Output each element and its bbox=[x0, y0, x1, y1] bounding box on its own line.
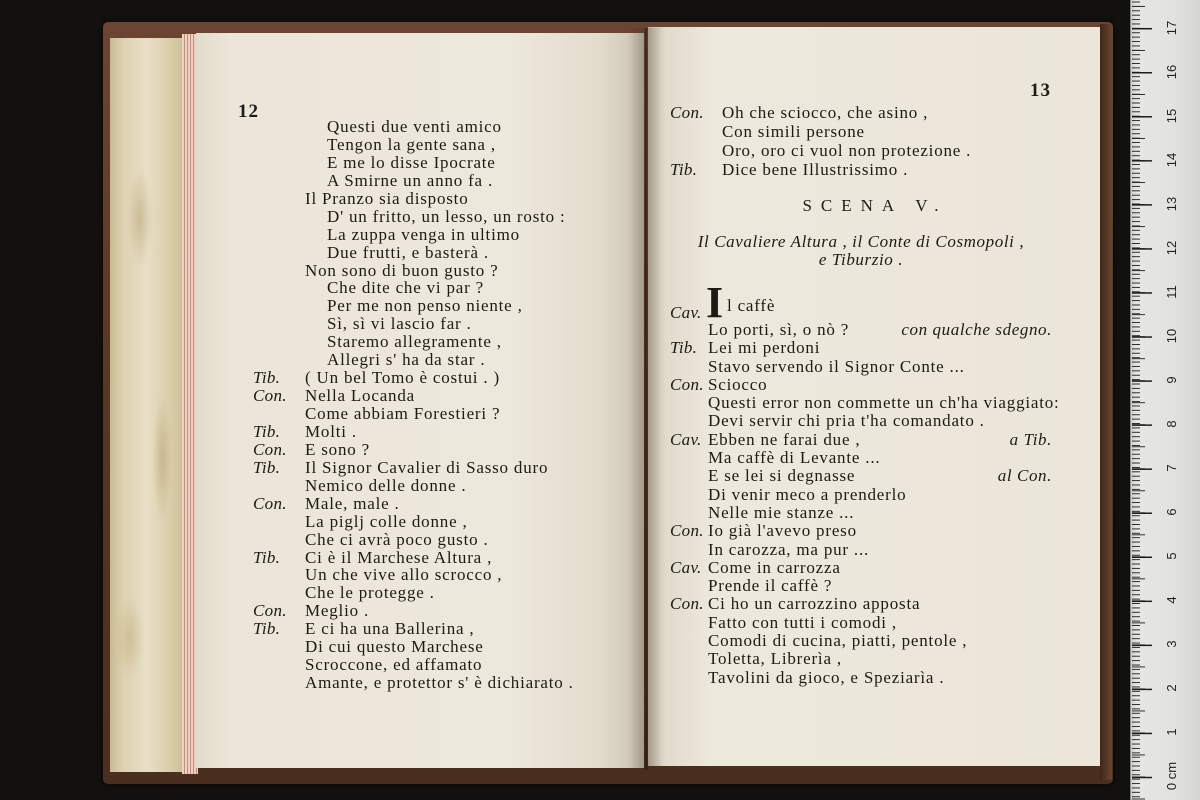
verse-text: Scroccone, ed affamato bbox=[305, 655, 483, 675]
ruler-label: 6 bbox=[1164, 508, 1179, 516]
dialogue-line bbox=[253, 620, 633, 638]
verse-line bbox=[670, 650, 1052, 668]
speaker-label: Con. bbox=[253, 601, 287, 621]
ruler-label: 5 bbox=[1164, 552, 1179, 560]
verse-text: Nella Locanda bbox=[305, 386, 415, 406]
verse-line bbox=[253, 405, 633, 423]
book-gutter bbox=[628, 28, 662, 770]
ruler-label: 9 bbox=[1164, 376, 1179, 384]
verse-line bbox=[253, 315, 633, 333]
verse-line bbox=[253, 262, 633, 280]
verse-text: Molti . bbox=[305, 421, 357, 441]
ruler-cm-ticks bbox=[1132, 0, 1152, 800]
ruler-label: 1 bbox=[1164, 728, 1179, 736]
verse-line bbox=[253, 351, 633, 369]
verse-text: La zuppa venga in ultimo bbox=[327, 224, 520, 244]
characters-line: Il Cavaliere Altura , il Conte di Cosmopoli , bbox=[697, 232, 1025, 251]
verse-text: La piglj colle donne , bbox=[305, 511, 468, 531]
verse-text: Ma caffè di Levante ... bbox=[708, 448, 881, 468]
verse-line bbox=[670, 321, 1052, 339]
verse-line bbox=[253, 208, 633, 226]
verse-text: Lei mi perdoni bbox=[708, 338, 821, 358]
verse-line bbox=[253, 172, 633, 190]
stage-direction: con qualche sdegno. bbox=[901, 320, 1052, 339]
verse-line bbox=[253, 477, 633, 495]
dialogue-line bbox=[253, 495, 633, 513]
verse-line bbox=[670, 669, 1052, 687]
verse-line bbox=[670, 449, 1052, 467]
verse-text: Lo porti, sì, o nò ? bbox=[708, 320, 850, 339]
verse-text: ( Un bel Tomo è costui . ) bbox=[305, 368, 500, 388]
verse-line bbox=[253, 297, 633, 315]
dialogue-line bbox=[253, 423, 633, 441]
verse-line bbox=[670, 141, 1052, 160]
ruler-label: 14 bbox=[1164, 152, 1179, 168]
verse-text: Questi due venti amico bbox=[327, 117, 502, 136]
verse-text: Amante, e protettor s' è dichiarato . bbox=[305, 673, 574, 693]
speaker-label: Con. bbox=[253, 386, 287, 406]
verse-text: Staremo allegramente , bbox=[327, 332, 502, 352]
dialogue-line bbox=[253, 459, 633, 477]
verse-line bbox=[670, 358, 1052, 376]
verse-text: Ci è il Marchese Altura , bbox=[305, 547, 493, 567]
verse-line bbox=[670, 614, 1052, 632]
verse-text: Non sono di buon gusto ? bbox=[305, 260, 499, 280]
verse-text: Dice bene Illustrissimo . bbox=[722, 159, 909, 179]
verse-line bbox=[253, 333, 633, 351]
speaker-label: Tib. bbox=[670, 338, 698, 358]
verse-text: l caffè bbox=[727, 296, 776, 315]
verse-text: Fatto con tutti i comodi , bbox=[708, 612, 897, 632]
dialogue-line bbox=[253, 369, 633, 387]
verse-line bbox=[670, 122, 1052, 141]
verse-text: Di venir meco a prenderlo bbox=[708, 484, 907, 504]
verse-line bbox=[253, 118, 633, 136]
verse-line bbox=[670, 541, 1052, 559]
ruler-label: 13 bbox=[1164, 196, 1179, 212]
speaker-label: Con. bbox=[253, 493, 287, 513]
ruler-label: 11 bbox=[1164, 285, 1179, 299]
verse-text: Ci ho un carrozzino apposta bbox=[708, 594, 921, 614]
verse-text: Devi servir chi pria t'ha comandato . bbox=[708, 411, 985, 431]
speaker-label: Tib. bbox=[253, 421, 281, 441]
dialogue-line bbox=[670, 160, 1052, 179]
verse-text: In carozza, ma pur ... bbox=[708, 539, 870, 559]
verse-line bbox=[670, 486, 1052, 504]
verse-text: Come in carrozza bbox=[708, 557, 841, 577]
verse-text: D' un fritto, un lesso, un rosto : bbox=[327, 206, 566, 226]
cover-right-edge bbox=[1100, 24, 1112, 780]
page-edge-stack bbox=[110, 38, 184, 772]
verse-text: Comodi di cucina, piatti, pentole , bbox=[708, 631, 968, 651]
verse-line bbox=[253, 136, 633, 154]
verse-line bbox=[253, 190, 633, 208]
ruler-label: 4 bbox=[1164, 596, 1179, 604]
left-page-number: 12 bbox=[238, 101, 259, 122]
speaker-label: Cav. bbox=[670, 303, 702, 322]
verse-text: Allegri s' ha da star . bbox=[327, 350, 486, 370]
verse-text: Che le protegge . bbox=[305, 583, 435, 603]
verse-line bbox=[670, 632, 1052, 650]
right-page-number: 13 bbox=[1030, 80, 1051, 101]
stage-direction: a Tib. bbox=[1009, 429, 1052, 449]
dialogue-line bbox=[670, 522, 1052, 540]
speaker-label: Tib. bbox=[253, 457, 281, 477]
scene-heading: SCENA V. bbox=[802, 196, 948, 215]
speaker-label: Tib. bbox=[253, 368, 281, 388]
speaker-label: Tib. bbox=[670, 159, 698, 179]
scene-characters bbox=[670, 233, 1052, 269]
verse-text: Stavo servendo il Signor Conte ... bbox=[708, 356, 965, 376]
verse-line bbox=[670, 412, 1052, 430]
verse-text: Che ci avrà poco gusto . bbox=[305, 529, 489, 549]
ruler-label: 15 bbox=[1164, 108, 1179, 124]
speaker-label: Cav. bbox=[670, 557, 702, 577]
verse-text: Un che vive allo scrocco , bbox=[305, 565, 503, 585]
dialogue-line bbox=[253, 602, 633, 620]
verse-text: Per me non penso niente , bbox=[327, 296, 523, 316]
verse-text: Sciocco bbox=[708, 374, 768, 394]
verse-text: Io già l'avevo preso bbox=[708, 521, 857, 541]
verse-text: Ebben ne farai due , bbox=[708, 429, 861, 449]
dialogue-line bbox=[670, 376, 1052, 394]
verse-line bbox=[253, 656, 633, 674]
verse-text: Nemico delle donne . bbox=[305, 475, 467, 495]
speaker-label: Con. bbox=[670, 594, 704, 614]
verse-line bbox=[253, 674, 633, 692]
verse-line bbox=[670, 577, 1052, 595]
dialogue-line bbox=[670, 559, 1052, 577]
dialogue-line bbox=[670, 595, 1052, 613]
ruler-label: 16 bbox=[1164, 64, 1179, 80]
ruler-label: 17 bbox=[1164, 20, 1179, 36]
ruler-label: 12 bbox=[1164, 240, 1179, 256]
verse-line bbox=[253, 244, 633, 262]
verse-text: Di cui questo Marchese bbox=[305, 637, 484, 657]
characters-line: e Tiburzio . bbox=[818, 250, 904, 269]
verse-text: Come abbiam Forestieri ? bbox=[305, 404, 501, 423]
verse-text: Il Signor Cavalier di Sasso duro bbox=[305, 457, 549, 477]
verse-line bbox=[253, 279, 633, 297]
verse-text: Meglio . bbox=[305, 601, 370, 621]
speaker-label: Con. bbox=[670, 521, 704, 541]
speaker-label: Cav. bbox=[670, 429, 702, 449]
ruler-label: 10 bbox=[1164, 328, 1179, 344]
verse-text: Questi error non commette un ch'ha viaggiato: bbox=[708, 393, 1060, 413]
dialogue-line bbox=[670, 339, 1052, 357]
dialogue-line bbox=[670, 103, 1052, 122]
ruler-label: 2 bbox=[1164, 684, 1179, 692]
verse-text: Nelle mie stanze ... bbox=[708, 502, 855, 522]
verse-text: E me lo disse Ipocrate bbox=[327, 152, 496, 172]
verse-text: Tavolini da gioco, e Speziarìa . bbox=[708, 667, 945, 687]
verse-text: E se lei si degnasse bbox=[708, 466, 856, 486]
left-page-text bbox=[253, 118, 633, 692]
verse-line bbox=[253, 584, 633, 602]
verse-line bbox=[253, 154, 633, 172]
dialogue-line bbox=[253, 441, 633, 459]
verse-text: E sono ? bbox=[305, 439, 370, 459]
verse-text: Il Pranzo sia disposto bbox=[305, 188, 469, 208]
verse-line bbox=[253, 566, 633, 584]
dialogue-line bbox=[670, 431, 1052, 449]
verse-text: Male, male . bbox=[305, 493, 400, 513]
speaker-label: Tib. bbox=[253, 547, 281, 567]
verse-line bbox=[253, 638, 633, 656]
verse-line bbox=[670, 467, 1052, 485]
dialogue-line bbox=[253, 387, 633, 405]
verse-text: Oh che sciocco, che asino , bbox=[722, 102, 929, 122]
verse-text: Toletta, Librerìa , bbox=[708, 649, 842, 669]
stage-direction: al Con. bbox=[997, 466, 1052, 486]
verse-text: Oro, oro ci vuol non protezione . bbox=[722, 140, 972, 160]
dialogue-line bbox=[253, 549, 633, 567]
verse-line bbox=[670, 504, 1052, 522]
verse-line bbox=[253, 226, 633, 244]
verse-text: E ci ha una Ballerina , bbox=[305, 619, 475, 639]
ruler-label: 3 bbox=[1164, 640, 1179, 648]
verse-line bbox=[253, 513, 633, 531]
speaker-label: Con. bbox=[670, 374, 704, 394]
speaker-label: Tib. bbox=[253, 619, 281, 639]
verse-text: Con simili persone bbox=[722, 121, 865, 141]
verse-line bbox=[253, 531, 633, 549]
verse-text: Prende il caffè ? bbox=[708, 576, 833, 596]
speaker-label: Con. bbox=[670, 102, 704, 122]
verse-text: Due frutti, e basterà . bbox=[327, 242, 489, 262]
verse-line bbox=[670, 393, 1060, 413]
right-page-opening-lines bbox=[670, 103, 1052, 179]
ruler-label: 0 cm bbox=[1164, 761, 1179, 791]
drop-cap-initial: I bbox=[706, 278, 724, 327]
ruler-label: 7 bbox=[1164, 464, 1179, 472]
verse-text: Che dite che vi par ? bbox=[327, 278, 484, 298]
right-page-dialogue bbox=[670, 320, 1060, 687]
verse-text: Tengon la gente sana , bbox=[327, 134, 496, 154]
verse-text: Sì, sì vi lascio far . bbox=[327, 314, 472, 334]
verse-text: A Smirne un anno fa . bbox=[327, 170, 493, 190]
speaker-label: Con. bbox=[253, 439, 287, 459]
ruler-label: 8 bbox=[1164, 420, 1179, 428]
